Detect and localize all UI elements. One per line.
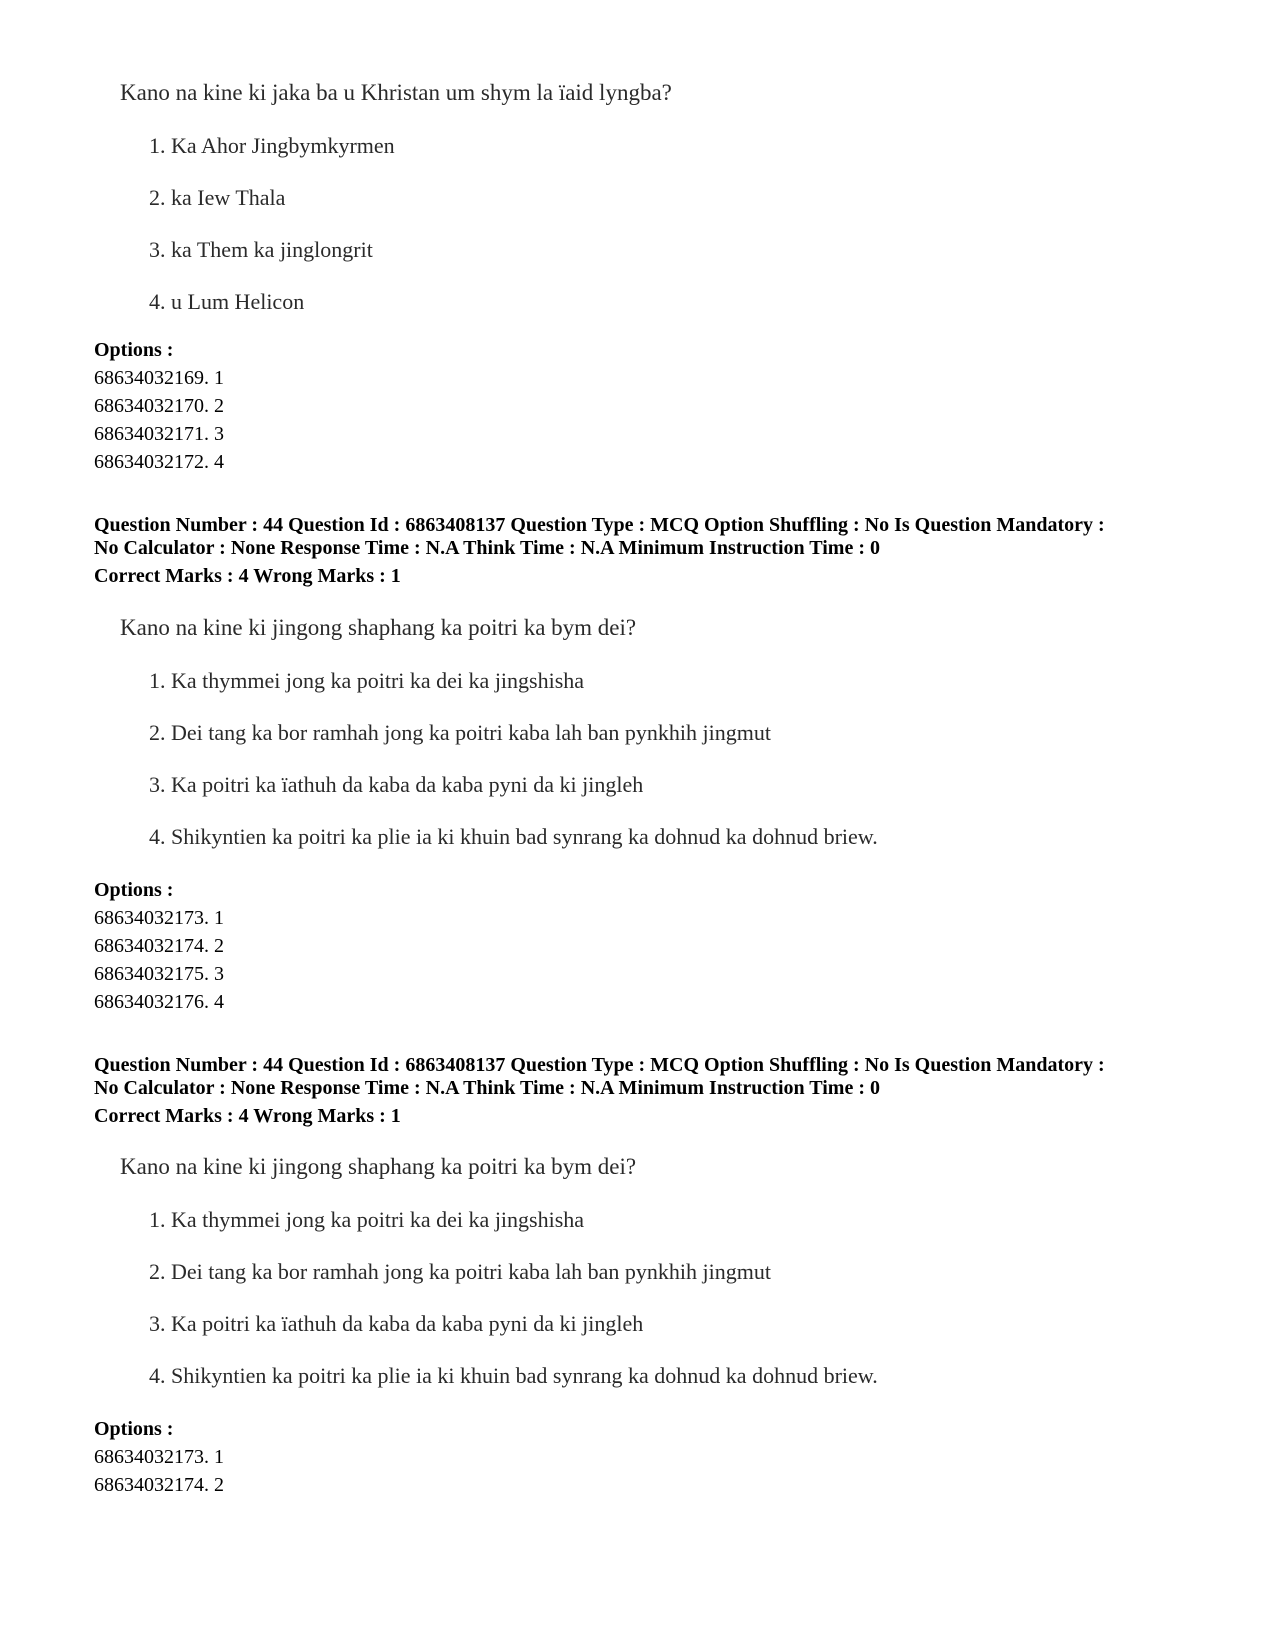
- option-id-4: 68634032176. 4: [94, 991, 224, 1013]
- options-label: Options :: [94, 879, 174, 901]
- option-id-1: 68634032173. 1: [94, 1446, 224, 1468]
- question-text: Kano na kine ki jaka ba u Khristan um shym la ïaid lyngba?: [120, 80, 672, 105]
- option-id-4: 68634032172. 4: [94, 451, 224, 473]
- question-header-line-2: No Calculator : None Response Time : N.A Think Time : N.A Minimum Instruction Time : 0: [94, 1077, 880, 1099]
- option-id-3: 68634032171. 3: [94, 423, 224, 445]
- question-text: Kano na kine ki jingong shaphang ka poitri ka bym dei?: [120, 615, 637, 640]
- marks-line: Correct Marks : 4 Wrong Marks : 1: [94, 1105, 401, 1127]
- choice-2: 2. Dei tang ka bor ramhah jong ka poitri kaba lah ban pynkhih jingmut: [149, 720, 771, 745]
- question-header-line-2: No Calculator : None Response Time : N.A Think Time : N.A Minimum Instruction Time : 0: [94, 537, 880, 559]
- options-label: Options :: [94, 1418, 174, 1440]
- option-id-1: 68634032173. 1: [94, 907, 224, 929]
- option-id-2: 68634032174. 2: [94, 935, 224, 957]
- marks-line: Correct Marks : 4 Wrong Marks : 1: [94, 565, 401, 587]
- choice-4: 4. Shikyntien ka poitri ka plie ia ki khuin bad synrang ka dohnud ka dohnud briew.: [149, 1363, 878, 1388]
- choice-3: 3. Ka poitri ka ïathuh da kaba da kaba pyni da ki jingleh: [149, 772, 644, 797]
- option-id-1: 68634032169. 1: [94, 367, 224, 389]
- options-label: Options :: [94, 339, 174, 361]
- option-id-2: 68634032170. 2: [94, 395, 224, 417]
- choice-3: 3. Ka poitri ka ïathuh da kaba da kaba pyni da ki jingleh: [149, 1311, 644, 1336]
- question-text: Kano na kine ki jingong shaphang ka poitri ka bym dei?: [120, 1154, 637, 1179]
- choice-2: 2. Dei tang ka bor ramhah jong ka poitri kaba lah ban pynkhih jingmut: [149, 1259, 771, 1284]
- choice-4: 4. Shikyntien ka poitri ka plie ia ki khuin bad synrang ka dohnud ka dohnud briew.: [149, 824, 878, 849]
- choice-2: 2. ka Iew Thala: [149, 185, 286, 210]
- question-header-line-1: Question Number : 44 Question Id : 6863408137 Question Type : MCQ Option Shuffling : No Is Question Mandatory :: [94, 1054, 1105, 1076]
- choice-1: 1. Ka thymmei jong ka poitri ka dei ka jingshisha: [149, 668, 585, 693]
- option-id-3: 68634032175. 3: [94, 963, 224, 985]
- option-id-2: 68634032174. 2: [94, 1474, 224, 1496]
- question-header-line-1: Question Number : 44 Question Id : 6863408137 Question Type : MCQ Option Shuffling : No Is Question Mandatory :: [94, 514, 1105, 536]
- choice-4: 4. u Lum Helicon: [149, 289, 305, 314]
- choice-1: 1. Ka thymmei jong ka poitri ka dei ka jingshisha: [149, 1207, 585, 1232]
- choice-1: 1. Ka Ahor Jingbymkyrmen: [149, 133, 395, 158]
- choice-3: 3. ka Them ka jinglongrit: [149, 237, 373, 262]
